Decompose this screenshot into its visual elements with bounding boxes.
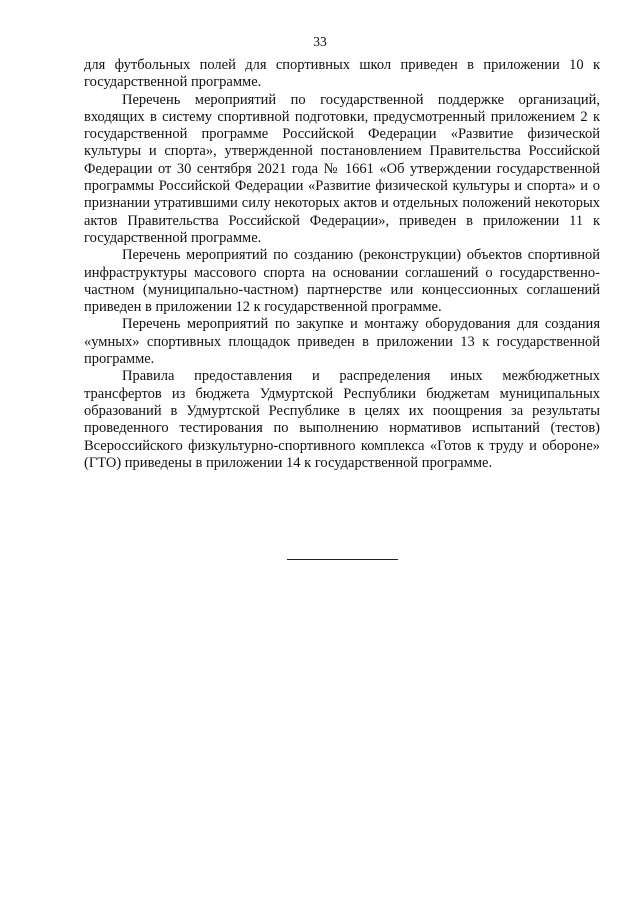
paragraph-appendix-13: Перечень мероприятий по закупке и монтажу оборудования для создания «умных» спортивных площадок приведен в приложении 13 к государственной программе.	[84, 316, 600, 368]
page-number: 33	[313, 34, 327, 49]
paragraph-appendix-12: Перечень мероприятий по созданию (реконструкции) объектов спортивной инфраструктуры массового спорта на основании соглашений о государственно-частном (муниципально-частном) партнерстве или концессионных соглашений приведен в приложении 12 к государственной программе.	[84, 247, 600, 316]
document-body	[84, 57, 600, 472]
end-separator-line	[287, 559, 398, 560]
paragraph-continuation: для футбольных полей для спортивных школ приведен в приложении 10 к государственной программе.	[84, 57, 600, 91]
paragraph-appendix-11: Перечень мероприятий по государственной поддержке организаций, входящих в систему спортивной подготовки, предусмотренный приложением 2 к государственной программе Российской Федерации «Развитие физической культуры и спорта», утвержденной постановлением Правительства Российской Федерации от 30 сентября 2021 года № 1661 «Об утверждении государственной программы Российской Федерации «Развитие физической культуры и спорта» и о признании утратившими силу некоторых актов и отдельных положений некоторых актов Правительства Российской Федерации», приведен в приложении 11 к государственной программе.	[84, 91, 600, 246]
paragraph-appendix-14: Правила предоставления и распределения иных межбюджетных трансфертов из бюджета Удмуртской Республики бюджетам муниципальных образований в Удмуртской Республике в целях их поощрения за результаты проведенного тестирования по выполнению нормативов испытаний (тестов) Всероссийского физкультурно-спортивного комплекса «Готов к труду и обороне» (ГТО) приведены в приложении 14 к государственной программе.	[84, 368, 600, 471]
